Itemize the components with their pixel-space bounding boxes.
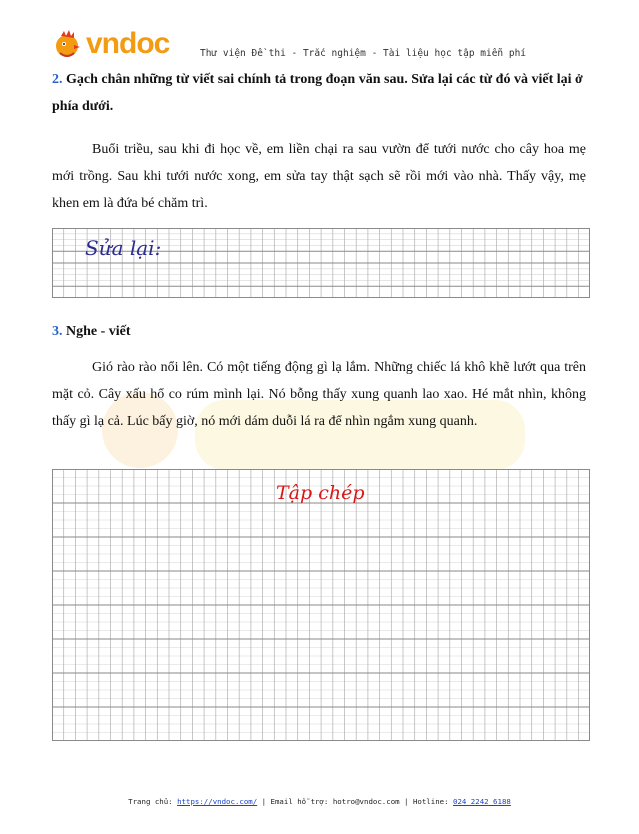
footer-hotline-number[interactable]: 024 2242 6188 [453, 797, 511, 806]
question-3-title: Nghe - viết [66, 324, 131, 339]
logo-text: vndoc [86, 27, 170, 60]
question-3-number: 3. [52, 324, 63, 339]
answer-label-sua-lai: Sửa lại: [85, 236, 162, 260]
footer-home-link[interactable]: https://vndoc.com/ [177, 797, 258, 806]
vndoc-logo[interactable] [52, 26, 169, 62]
question-3-heading [52, 318, 131, 345]
header-tagline: Thư viện Đề thi - Trắc nghiệm - Tài liệu học tập miễn phí [200, 48, 527, 59]
question-2-number: 2. [52, 72, 63, 87]
rooster-logo-icon [52, 29, 82, 59]
question-2-paragraph: Buổi triều, sau khi đi học về, em liền chại ra sau vườn để tưới nước cho cây hoa mẹ mới trồng. Sau khi tưới nước xong, em sửa tay thật sạch sẽ rồi mới vào nhà. Thấy vậy, mẹ khen em là đứa bé chăm trì. [52, 142, 586, 211]
question-2-heading [52, 66, 592, 120]
footer-support-email[interactable]: hotro@vndoc.com [332, 797, 400, 806]
footer-hotline-label: | Hotline: [399, 797, 453, 806]
page-header [52, 26, 612, 66]
footer-support-label: | Email hỗ trợ: [257, 797, 333, 806]
page-footer [0, 797, 639, 806]
footer-home-label: Trang chủ: [128, 797, 178, 806]
writing-grid-large [52, 469, 590, 741]
copy-label-tap-chep: Tập chép [276, 482, 365, 504]
question-2-text: Gạch chân những từ viết sai chính tả trong đoạn văn sau. Sửa lại các từ đó và viết lại ở phía dưới. [52, 72, 583, 114]
question-3-paragraph: Gió rào rào nổi lên. Có một tiếng động gì lạ lắm. Những chiếc lá khô khẽ lướt qua trên mặt cỏ. Cây xấu hổ co rúm mình lại. Nó bỗng thấy xung quanh lao xao. Hé mắt nhìn, không thấy gì lạ cả. Lúc bấy giờ, nó mới dám duỗi lá ra để nhìn ngắm xung quanh. [52, 360, 586, 429]
